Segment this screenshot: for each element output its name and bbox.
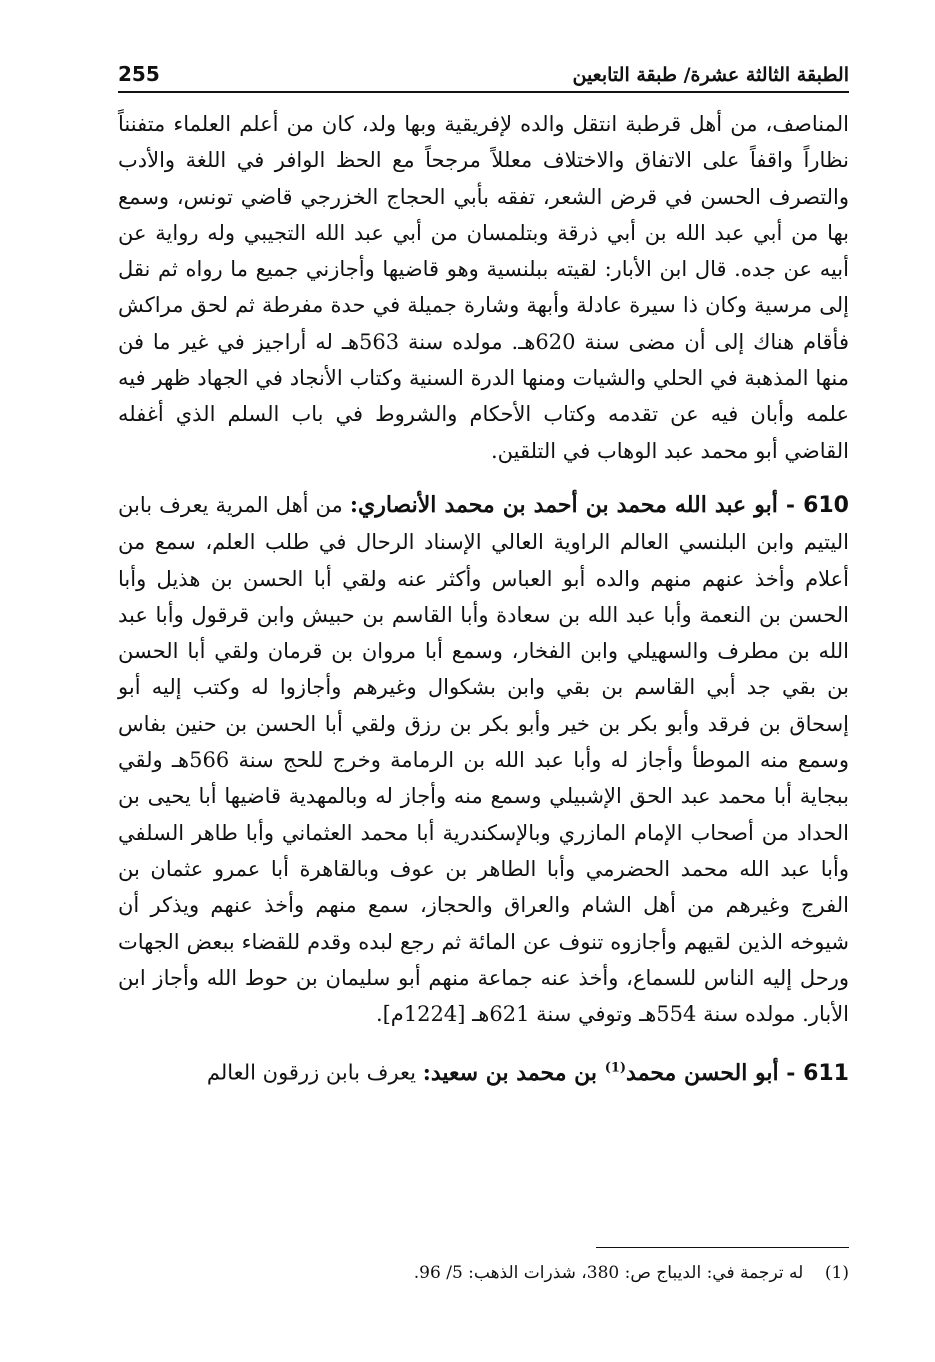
entry-separator: - (778, 1059, 804, 1086)
entry-text: يعرف بابن زرقون العالم (206, 1060, 423, 1085)
paragraph-text: المناصف، من أهل قرطبة انتقل والده لإفريقية وبها ولد، كان من أعلم العلماء متفنناً نظاراً واقفاً على الاتفاق والاختلاف معللاً مرجحاً مع الحظ الوافر في اللغة والأدب والتصرف الحسن في قرض الشعر، تفقه بأبي الحجاج الخزرجي قاضي تونس، وسمع بها من أبي عبد الله بن أبي ذرقة وبتلمسان من أبي عبد الله التجيبي وله رواية عن أبيه عن جده. قال ابن الأبار: لقيته ببلنسية وهو قاضيها وأجازني جميع ما رواه ثم نقل إلى مرسية وكان ذا سيرة عادلة وأبهة وشارة جميلة في حدة مفرطة ثم لحق مراكش فأقام هناك إلى أن مضى سنة 620هـ. مولده سنة 563هـ له أراجيز في غير ما فن منها المذهبة في الحلي والشيات ومنها الدرة السنية وكتاب الأنجاد في الجهاد ظهر فيه علمه وأبان فيه عن تقدمه وكتاب الأحكام والشروط في باب السلم الذي أغفله القاضي أبو محمد عبد الوهاب في التلقين. (118, 112, 849, 463)
entry-text: من أهل المرية يعرف بابن اليتيم وابن البلنسي العالم الراوية العالي الإسناد الرحال في طلب العلم، سمع من أعلام وأخذ عنهم منهم والده أبو العباس وأكثر عنه ولقي أبا الحسن بن هذيل وأبا الحسن بن النعمة وأبا عبد الله بن سعادة وأبا القاسم بن حبيش وابن قرقول وأبا عبد الله بن مطرف والسهيلي وابن الفخار، وسمع أبا مروان بن قرمان ولقي أبا الحسن بن بقي جد أبي القاسم بن بقي وابن بشكوال وغيرهم وأجازوا له وكتب إليه أبو إسحاق بن فرقد وأبو بكر بن خير وأبو بكر بن رزق ولقي أبا الحسن بن حنين بفاس وسمع منه الموطأ وأجاز له وأبا عبد الله بن الرمامة وخرج للحج سنة 566هـ ولقي ببجاية أبا محمد عبد الحق الإشبيلي وسمع منه وأجاز له وبالمهدية قاضيها أبا يحيى بن الحداد من أصحاب الإمام المازري وبالإسكندرية أبا محمد العثماني وأبا طاهر السلفي وأبا عبد الله محمد الحضرمي وأبا الطاهر بن عوف وبالقاهرة أبا عمرو عثمان بن الفرج وغيرهم من أهل الشام والعراق والحجاز، سمع منهم وأخذ عنهم ويذكر أن شيوخه الذين لقيهم وأجازوه تنوف عن المائة ثم رجع لبده وقدم للقضاء ببعض الجهات ورحل إليه الناس للسماع، وأخذ عنه جماعة منهم أبو سليمان بن حوط الله وأجاز ابن الأبار. مولده سنة 554هـ وتوفي سنة 621هـ [1224م]. (118, 492, 849, 1027)
footnote-rule (596, 1247, 849, 1248)
entry-number: 611 (803, 1060, 849, 1086)
footnote-reference[interactable]: (1) (604, 1060, 627, 1076)
entry-colon: : (422, 1059, 431, 1086)
main-text (118, 106, 849, 1092)
biography-entry-611 (118, 1050, 849, 1092)
entry-name-rest: بن محمد بن سعيد (430, 1059, 605, 1086)
header-rule (118, 91, 849, 93)
page-number: 255 (118, 62, 160, 86)
running-title: الطبقة الثالثة عشرة/ طبقة التابعين (572, 64, 849, 86)
footnote (118, 1260, 849, 1286)
footnote-marker: (1) (824, 1263, 849, 1283)
page-header (118, 58, 849, 86)
continuation-paragraph (118, 106, 849, 469)
biography-entry-610 (118, 487, 849, 1032)
entry-name: أبو الحسن محمد (626, 1059, 779, 1086)
entry-heading (423, 1060, 849, 1086)
entry-separator: - (777, 491, 804, 518)
entry-number: 610 (803, 492, 849, 518)
entry-colon: : (349, 491, 358, 518)
entry-heading (350, 492, 849, 518)
footnote-text: له ترجمة في: الديباج ص: 380، شذرات الذهب: 5/ 96. (413, 1263, 804, 1283)
entry-name: أبو عبد الله محمد بن أحمد بن محمد الأنصاري (357, 491, 778, 518)
